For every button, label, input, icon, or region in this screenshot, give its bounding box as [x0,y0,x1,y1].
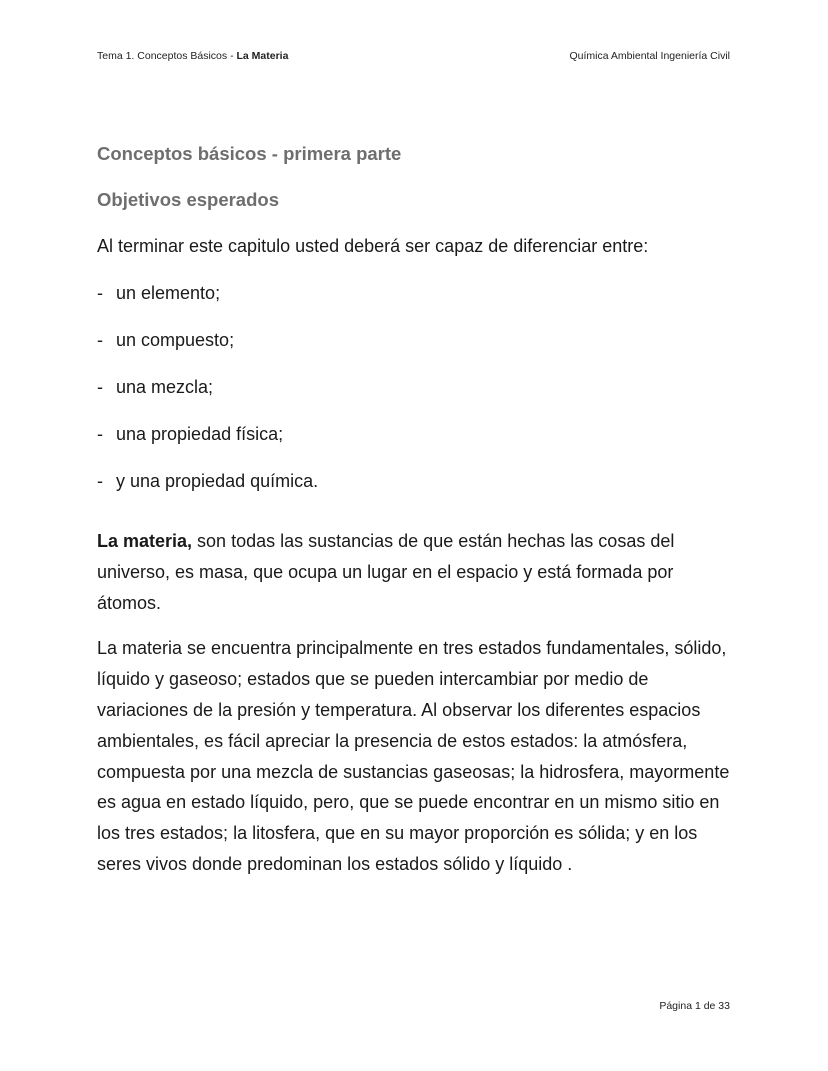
bullet-dash: - [97,377,103,397]
list-item [97,372,737,402]
document-body [97,140,737,880]
paragraph-states: La materia se encuentra principalmente en tres estados fundamentales, sólido, líquido y gaseoso; estados que se pueden intercambiar por medio de variaciones de la presión y temperatura. Al observar los diferentes espacios ambientales, es fácil apreciar la presencia de estos estados: la atmósfera, compuesta por una mezcla de sustancias gaseosas; la hidrosfera, mayormente es agua en estado líquido, pero, que se puede encontrar en un mismo sitio en los tres estados; la litosfera, que en su mayor proporción es sólida; y en los seres vivos donde predominan los estados sólido y líquido . [97,638,730,874]
intro-text: Al terminar este capitulo usted deberá ser capaz de diferenciar entre: [97,236,649,256]
objectives-list [97,278,737,496]
bullet-dash: - [97,471,103,491]
page-title: Conceptos básicos - primera parte [97,143,402,164]
page-header [97,49,730,63]
list-item-text: un elemento; [116,283,221,303]
list-item-text: un compuesto; [116,330,235,350]
list-item [97,325,737,355]
header-topic-bold: La Materia [236,50,289,62]
bullet-dash: - [97,330,103,350]
header-course: Química Ambiental Ingeniería Civil [569,50,730,62]
list-item [97,278,737,308]
header-topic-prefix: Tema 1. Conceptos Básicos - [97,50,237,62]
list-item-text: una mezcla; [116,377,214,397]
bullet-dash: - [97,283,103,303]
list-item-text: una propiedad física; [116,424,284,444]
definition-text: son todas las sustancias de que están hechas las cosas del universo, es masa, que ocupa un lugar en el espacio y está formada por átomos. [97,531,675,613]
list-item [97,466,737,496]
list-item [97,419,737,449]
list-item-text: y una propiedad química. [116,471,319,491]
definition-term: La materia, [97,531,193,551]
header-topic [97,49,288,63]
paragraph-definition [97,526,737,618]
section-heading: Objetivos esperados [97,189,279,210]
page-number: Página 1 de 33 [659,1000,730,1012]
bullet-dash: - [97,424,103,444]
